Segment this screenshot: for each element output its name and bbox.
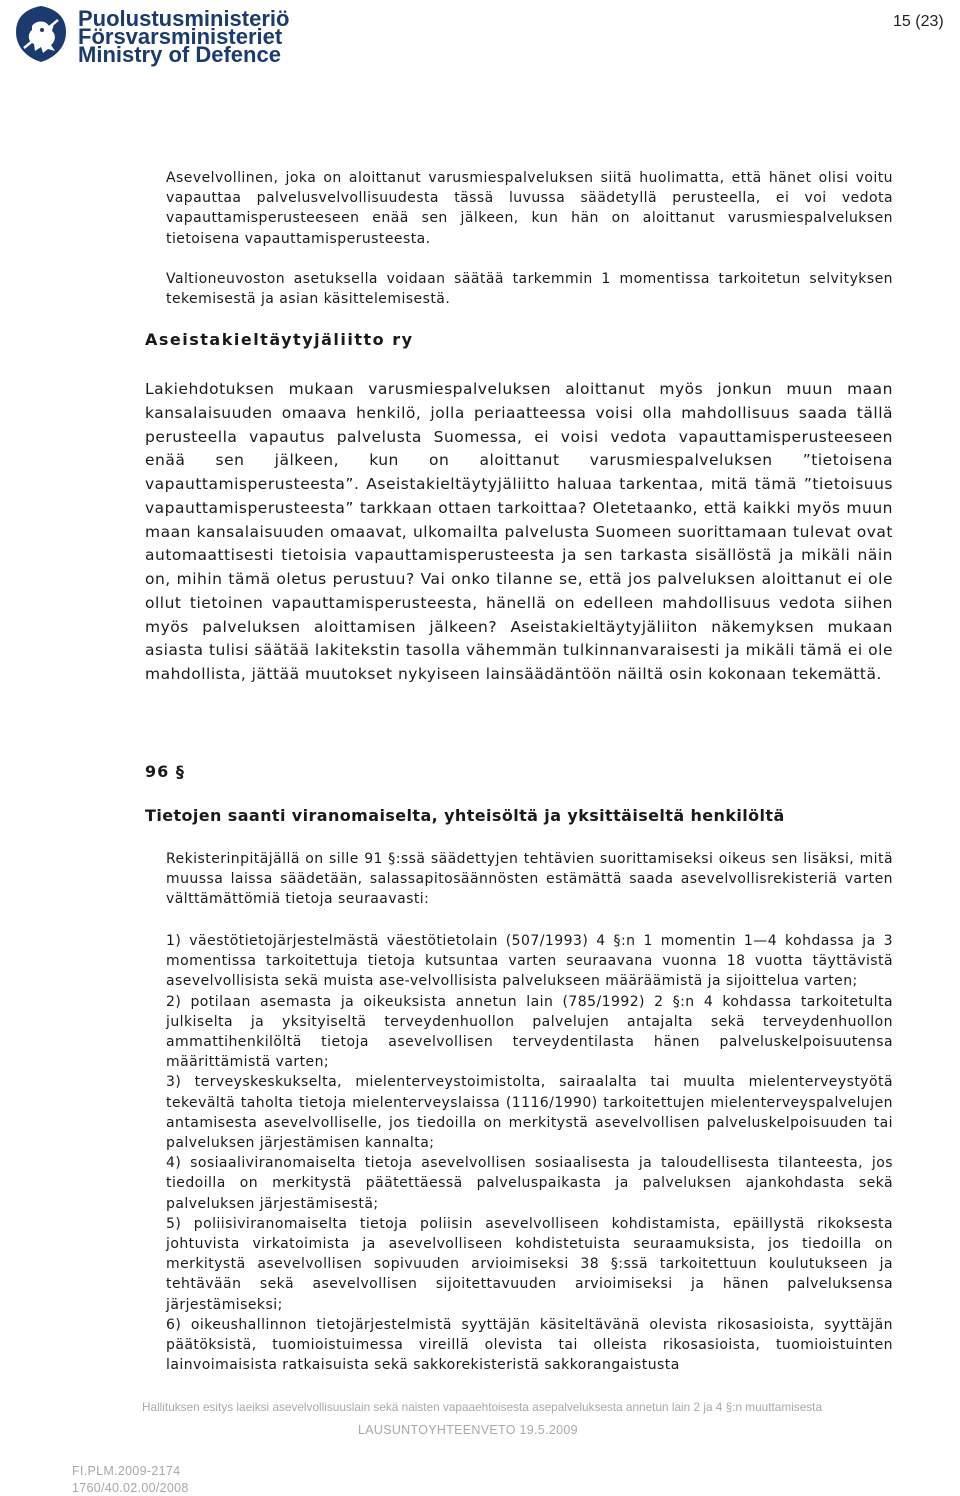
list-item: 4) sosiaaliviranomaiselta tietoja asevelvollisen sosiaalisesta ja taloudellisesta tilanteesta, jos tiedoilla on merkitystä päätettäessä palveluspaikasta ja palveluksen ajankohdasta sekä palveluksen järjestämisestä;	[166, 1155, 893, 1212]
footer-summary: LAUSUNTOYHTEENVETO 19.5.2009	[358, 1423, 578, 1437]
statement-paragraph: Lakiehdotuksen mukaan varusmiespalveluksen aloittanut myös jonkun muun maan kansalaisuuden omaava henkilö, jolla periaatteessa voisi olla mahdollisuus saada tällä perusteella vapautus palvelusta Suomessa, ei voisi vedota vapauttamisperusteeseen enää sen jälkeen, kun on aloittanut varusmiespalveluksen ”tietoisena vapauttamisperusteesta”. Aseistakieltäytyjäliitto haluaa tarkentaa, mitä tämä ”tietoisuus vapauttamisperusteesta” tarkkaan ottaen tarkoittaa? Oletetaanko, että kaikki myös muun maan kansalaisuuden omaavat, ulkomailta palvelusta Suomeen suorittamaan tulevat ovat automaattisesti tietoisia vapauttamisperusteesta ja sen tarkasta sisällöstä ja mikäli näin on, mihin tämä oletus perustuu? Vai onko tilanne se, että jos palveluksen aloittanut ei ole ollut tietoinen vapauttamisperusteesta, hänellä on edelleen mahdollisuus vedota siihen myös palveluksen aloittamisen jälkeen? Aseistakieltäytyjäliiton näkemyksen mukaan asiasta tulisi säätää lakitekstin tasolla vähemmän tulkinnanvaraisesti ja mikäli tämä ei ole mahdollista, jättää muutokset nykyiseen lainsäädäntöön näiltä osin kokonaan tekemättä.	[145, 380, 893, 683]
section-number: 96 §	[145, 762, 185, 781]
list-item: 3) terveyskeskukselta, mielenterveystoimistolta, sairaalalta tai muulta mielenterveystyötä tekevältä taholta tietoja mielenterveyslaissa (1116/1990) tarkoitettujen mielenterveyspalvelujen antamisesta asevelvolliselle, jos tiedoilla on merkitystä asevelvollisen palveluskelpoisuuden tai palveluksen järjestämisen kannalta;	[166, 1074, 893, 1152]
list-item: 1) väestötietojärjestelmästä väestötietolain (507/1993) 4 §:n 1 momentin 1—4 kohdassa ja 3 momentissa tarkoitettuja tietoja kutsuntaa varten seuraavana vuonna 18 vuotta täyttävistä asevelvollisista sekä muista ase-velvollisista palvelukseen määräämistä ja sijoittelua varten;	[166, 933, 893, 990]
list-item: 6) oikeushallinnon tietojärjestelmistä syyttäjän käsiteltävänä olevista rikosasioista, syyttäjän päätöksistä, tuomioistuimessa vireillä olevista tai olleista rikosasioista, tuomioistuinten lainvoimaisista ratkaisuista sekä sakkorekisteristä sakkorangaistusta	[166, 1316, 893, 1374]
org-name-en: Ministry of Defence	[78, 42, 281, 67]
data-sources-list	[166, 931, 893, 1375]
section-intro: Rekisterinpitäjällä on sille 91 §:ssä säädettyjen tehtävien suorittamiseksi oikeus sen lisäksi, mitä muussa laissa säädetään, salassapitosäännösten estämättä saada asevelvollisrekisteriä varten välttämättömiä tietoja seuraavasti:	[166, 851, 893, 908]
page-number: 15 (23)	[893, 13, 944, 30]
footer-title: Hallituksen esitys laeiksi asevelvollisuuslain sekä naisten vapaaehtoisesta asepalveluksesta annetun lain 2 ja 4 §:n muuttamisesta	[141, 1400, 823, 1414]
list-item: 2) potilaan asemasta ja oikeuksista annetun lain (785/1992) 2 §:n 4 kohdassa tarkoitetulta julkiselta ja yksityiseltä terveydenhuollon palvelujen antajalta sekä terveydenhuollon ammattihenkilöltä tietoja asevelvollisen terveydentilasta hänen palveluskelpoisuutensa määrittämistä varten;	[166, 993, 893, 1071]
footer-reference: FI.PLM.2009-2174	[72, 1464, 181, 1478]
ministry-logo	[12, 4, 357, 67]
section-title: Tietojen saanti viranomaiselta, yhteisöltä ja yksittäiseltä henkilöltä	[145, 806, 785, 825]
lion-coat-of-arms-icon	[12, 4, 70, 64]
org-name-fi: Puolustusministeriö	[78, 6, 290, 31]
paragraph-exemption: Asevelvollinen, joka on aloittanut varusmiespalveluksen siitä huolimatta, että hänet olisi voitu vapauttaa palvelusvelvollisuudesta tässä luvussa säädetyllä perusteella, ei voi vedota vapauttamisperusteeseen enää sen jälkeen, kun hän on aloittanut varusmiespalveluksen tietoisena vapauttamisperusteesta.	[166, 170, 893, 247]
organization-heading: Aseistakieltäytyjäliitto ry	[145, 330, 414, 349]
org-name-sv: Försvarsministeriet	[78, 24, 283, 49]
footer-reference: 1760/40.02.00/2008	[72, 1481, 189, 1495]
paragraph-decree: Valtioneuvoston asetuksella voidaan säätää tarkemmin 1 momentissa tarkoitetun selvityksen tekemisestä ja asian käsittelemisestä.	[166, 271, 893, 308]
list-item: 5) poliisiviranomaiselta tietoja poliisin asevelvolliseen kohdistamista, epäillystä rikoksesta johtuvista virkatoimista ja asevelvolliseen kohdistetuista seuraamuksista, jos tiedoilla on merkitystä asevelvollisen sopivuuden arvioimiseksi 38 §:ssä tarkoitettuun koulutukseen ja tehtävään sekä asevelvollisen sijoitettavuuden arvioimiseksi ja hänen palveluksensa järjestämiseksi;	[166, 1215, 893, 1313]
